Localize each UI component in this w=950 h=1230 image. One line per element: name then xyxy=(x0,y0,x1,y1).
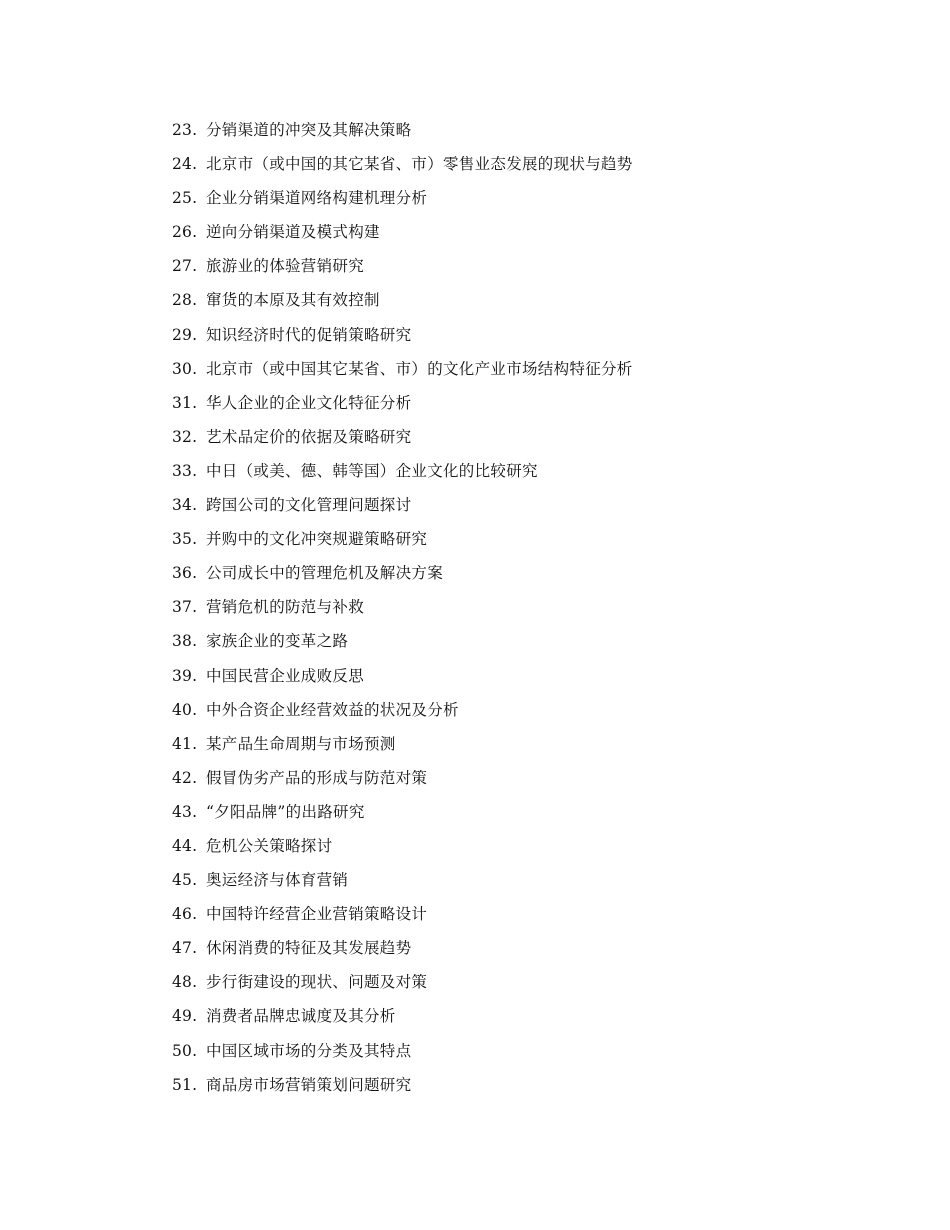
item-text: 商品房市场营销策划问题研究 xyxy=(206,1075,412,1094)
item-number: 23. xyxy=(172,121,198,139)
item-text: 步行街建设的现状、问题及对策 xyxy=(206,973,428,992)
item-number: 27. xyxy=(172,257,198,276)
list-item xyxy=(172,560,872,594)
item-text: 北京市（或中国的其它某省、市）零售业态发展的现状与趋势 xyxy=(206,155,633,174)
item-text: 并购中的文化冲突规避策略研究 xyxy=(206,530,428,549)
list-item xyxy=(172,492,872,526)
item-number: 37. xyxy=(172,598,198,617)
list-item xyxy=(172,867,872,901)
item-text: 分销渠道的冲突及其解决策略 xyxy=(206,121,412,139)
item-text: 窜货的本原及其有效控制 xyxy=(206,291,380,310)
list-item xyxy=(172,833,872,867)
item-number: 39. xyxy=(172,666,198,685)
item-number: 46. xyxy=(172,905,198,924)
item-number: 51. xyxy=(172,1075,198,1094)
item-text: 华人企业的企业文化特征分析 xyxy=(206,393,412,412)
item-number: 26. xyxy=(172,223,198,242)
item-text: 某产品生命周期与市场预测 xyxy=(206,734,396,753)
list-item xyxy=(172,1003,872,1037)
item-text: 中国特许经营企业营销策略设计 xyxy=(206,905,428,924)
item-text: 艺术品定价的依据及策略研究 xyxy=(206,427,412,446)
list-item xyxy=(172,799,872,833)
item-text: 中外合资企业经营效益的状况及分析 xyxy=(206,700,459,719)
list-item xyxy=(172,628,872,662)
item-number: 45. xyxy=(172,871,198,890)
list-item xyxy=(172,765,872,799)
item-text: 公司成长中的管理危机及解决方案 xyxy=(206,564,444,583)
item-number: 40. xyxy=(172,700,198,719)
list-item xyxy=(172,697,872,731)
list-item xyxy=(172,731,872,765)
list-item xyxy=(172,356,872,390)
item-number: 24. xyxy=(172,155,198,174)
item-number: 42. xyxy=(172,768,198,787)
list-item xyxy=(172,526,872,560)
item-text: 奥运经济与体育营销 xyxy=(206,871,349,890)
list-item xyxy=(172,1072,872,1106)
item-number: 35. xyxy=(172,530,198,549)
item-text: 中日（或美、德、韩等国）企业文化的比较研究 xyxy=(206,461,538,480)
item-number: 29. xyxy=(172,325,198,344)
item-text: 休闲消费的特征及其发展趋势 xyxy=(206,939,412,958)
item-number: 50. xyxy=(172,1041,198,1060)
item-number: 34. xyxy=(172,496,198,515)
item-number: 41. xyxy=(172,734,198,753)
list-item xyxy=(172,901,872,935)
list-item xyxy=(172,322,872,356)
topic-list xyxy=(172,117,872,1106)
item-text: 危机公关策略探讨 xyxy=(206,836,333,855)
item-number: 43. xyxy=(172,802,198,821)
item-text: 知识经济时代的促销策略研究 xyxy=(206,325,412,344)
item-number: 32. xyxy=(172,427,198,446)
item-text: 旅游业的体验营销研究 xyxy=(206,257,365,276)
item-number: 31. xyxy=(172,393,198,412)
list-item xyxy=(172,424,872,458)
item-number: 25. xyxy=(172,189,198,208)
item-number: 36. xyxy=(172,564,198,583)
item-text: 假冒伪劣产品的形成与防范对策 xyxy=(206,768,428,787)
item-number: 44. xyxy=(172,836,198,855)
list-item xyxy=(172,151,872,185)
list-item xyxy=(172,390,872,424)
item-number: 48. xyxy=(172,973,198,992)
item-text: 中国民营企业成败反思 xyxy=(206,666,365,685)
item-text: 跨国公司的文化管理问题探讨 xyxy=(206,496,412,515)
list-item xyxy=(172,117,872,151)
list-item xyxy=(172,185,872,219)
list-item xyxy=(172,663,872,697)
list-item xyxy=(172,287,872,321)
item-number: 47. xyxy=(172,939,198,958)
item-number: 38. xyxy=(172,632,198,651)
item-text: 逆向分销渠道及模式构建 xyxy=(206,223,380,242)
item-text: 家族企业的变革之路 xyxy=(206,632,349,651)
list-item xyxy=(172,969,872,1003)
list-item xyxy=(172,458,872,492)
item-number: 49. xyxy=(172,1007,198,1026)
item-text: 消费者品牌忠诚度及其分析 xyxy=(206,1007,396,1026)
item-number: 33. xyxy=(172,461,198,480)
item-number: 28. xyxy=(172,291,198,310)
item-text: “夕阳品牌”的出路研究 xyxy=(206,802,365,821)
item-text: 中国区域市场的分类及其特点 xyxy=(206,1041,412,1060)
list-item xyxy=(172,935,872,969)
list-item xyxy=(172,594,872,628)
item-text: 营销危机的防范与补救 xyxy=(206,598,365,617)
list-item xyxy=(172,253,872,287)
item-text: 北京市（或中国其它某省、市）的文化产业市场结构特征分析 xyxy=(206,359,633,378)
item-number: 30. xyxy=(172,359,198,378)
list-item xyxy=(172,1038,872,1072)
list-item xyxy=(172,219,872,253)
item-text: 企业分销渠道网络构建机理分析 xyxy=(206,189,428,208)
